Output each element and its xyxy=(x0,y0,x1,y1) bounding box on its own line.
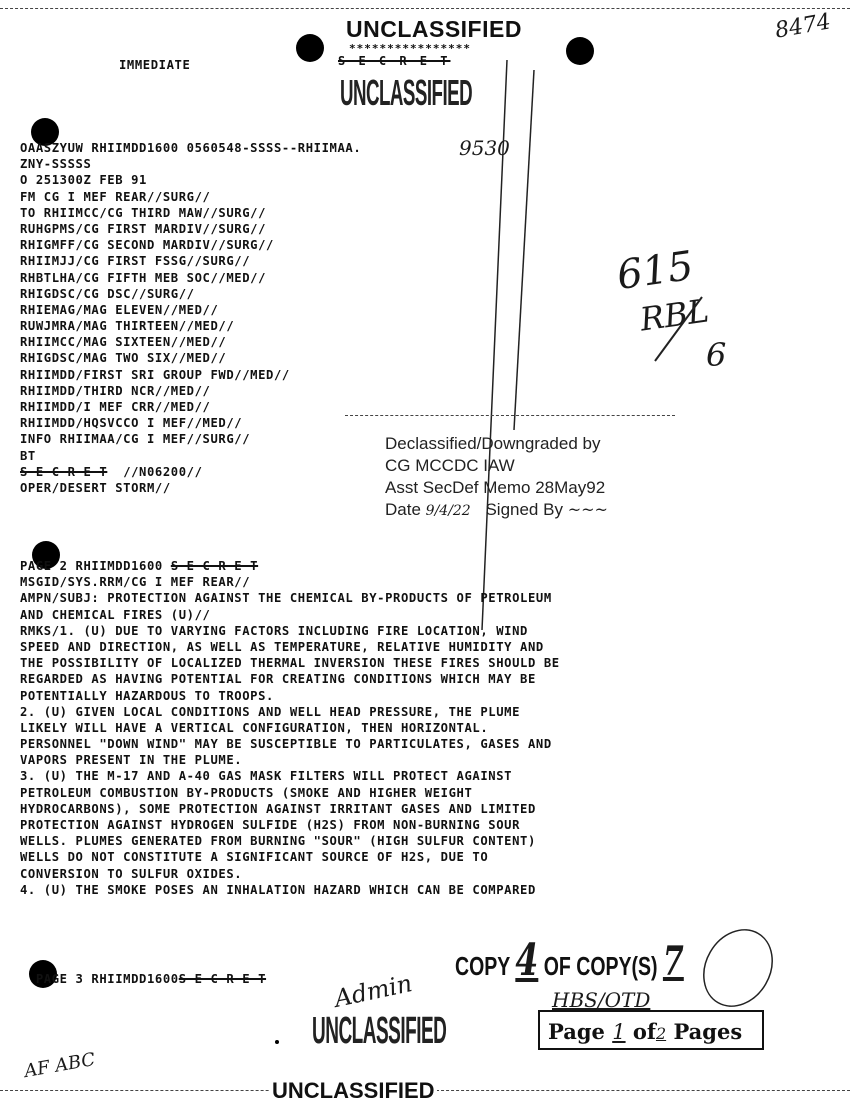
header-line: O 251300Z FEB 91 xyxy=(20,173,147,188)
immediate-label: IMMEDIATE xyxy=(119,58,191,72)
margin-note-rbl: RBL xyxy=(637,291,712,339)
declass-line-3: Asst SecDef Memo 28May92 xyxy=(385,478,606,497)
secret-line-ref: //N06200// xyxy=(123,464,203,479)
declass-line-1: Declassified/Downgraded by xyxy=(385,434,601,453)
body-line: RMKS/1. (U) DUE TO VARYING FACTORS INCLUDING FIRE LOCATION, WIND xyxy=(20,623,528,638)
header-line: RHIEMAG/MAG ELEVEN//MED// xyxy=(20,302,219,317)
secret-struck-top: S E C R E T xyxy=(338,54,451,68)
header-line: RHIIMDD/FIRST SRI GROUP FWD//MED// xyxy=(20,367,290,382)
declass-date: 9/4/22 xyxy=(425,503,471,519)
dot-mark xyxy=(275,1040,279,1044)
corner-number: 8474 xyxy=(773,9,833,44)
body-line: SPEED AND DIRECTION, AS WELL AS TEMPERATURE, RELATIVE HUMIDITY AND xyxy=(20,639,544,654)
unclassified-stamp-bottom: UNCLASSIFIED xyxy=(312,1010,447,1052)
header-line: RHIGDSC/CG DSC//SURG// xyxy=(20,286,195,301)
bottom-initials: AF ABC xyxy=(22,1048,97,1083)
body-line: WELLS DO NOT CONSTITUTE A SIGNIFICANT SOURCE OF H2S, DUE TO xyxy=(20,850,489,865)
page-label: Page xyxy=(548,1019,605,1044)
handwritten-number: 9530 xyxy=(459,136,510,160)
declassification-stamp xyxy=(385,433,608,522)
body-line: HYDROCARBONS), SOME PROTECTION AGAINST IRRITANT GASES AND LIMITED xyxy=(20,801,536,816)
body-line: POTENTIALLY HAZARDOUS TO TROOPS. xyxy=(20,688,274,703)
header-line: RHIGDSC/MAG TWO SIX//MED// xyxy=(20,351,227,366)
page-count-box xyxy=(538,1010,764,1050)
punch-hole xyxy=(566,37,594,65)
classification-top: UNCLASSIFIED xyxy=(346,16,522,42)
header-line: RHIGMFF/CG SECOND MARDIV//SURG// xyxy=(20,238,274,253)
declass-signed: Signed By xyxy=(485,500,563,519)
copy-number: 4 xyxy=(515,935,539,986)
body-line: PETROLEUM COMBUSTION BY-PRODUCTS (SMOKE AND HIGHER WEIGHT xyxy=(20,785,473,800)
header-line: ZNY-SSSSS xyxy=(20,157,92,172)
page-3-header-text: PAGE 3 RHIIMDD1600 xyxy=(35,972,179,986)
header-line: OAASZYUW RHIIMDD1600 0560548-SSSS--RHIIMAA. xyxy=(20,141,362,155)
admin-note: Admin xyxy=(331,969,415,1013)
body-line: 3. (U) THE M-17 AND A-40 GAS MASK FILTERS WILL PROTECT AGAINST xyxy=(20,769,513,784)
header-line: RHIIMDD/THIRD NCR//MED// xyxy=(20,383,211,398)
copy-label: COPY xyxy=(455,951,510,981)
handwritten-code: HBS/OTD xyxy=(552,988,651,1012)
message-header xyxy=(20,140,361,496)
body-line: 4. (U) THE SMOKE POSES AN INHALATION HAZARD WHICH CAN BE COMPARED xyxy=(20,882,536,897)
header-line: RHIIMCC/MAG SIXTEEN//MED// xyxy=(20,335,227,350)
page-2-header xyxy=(20,558,560,574)
page-total: 2 xyxy=(655,1024,667,1043)
declass-line-4 xyxy=(385,499,608,522)
declass-line-2: CG MCCDC IAW xyxy=(385,456,515,475)
copy-stamp xyxy=(455,935,684,986)
margin-note-6: 6 xyxy=(706,336,727,374)
body-line: WELLS. PLUMES GENERATED FROM BURNING "SOUR" (HIGH SULFUR CONTENT) xyxy=(20,834,536,849)
copy-total: 7 xyxy=(662,938,684,985)
body-line: VAPORS PRESENT IN THE PLUME. xyxy=(20,753,243,768)
header-line: FM CG I MEF REAR//SURG// xyxy=(20,189,211,204)
declass-signature: ~~~ xyxy=(567,500,608,519)
margin-note-615: 615 xyxy=(614,242,697,300)
page-3-header xyxy=(20,958,266,986)
page-2-header-text: PAGE 2 RHIIMDD1600 xyxy=(20,559,163,573)
oper-line: OPER/DESERT STORM// xyxy=(20,480,171,495)
body-line: PERSONNEL "DOWN WIND" MAY BE SUSCEPTIBLE TO PARTICULATES, GASES AND xyxy=(20,737,552,752)
declass-date-label: Date xyxy=(385,500,421,519)
header-line: BT xyxy=(20,448,36,463)
body-line: AMPN/SUBJ: PROTECTION AGAINST THE CHEMICAL BY-PRODUCTS OF PETROLEUM xyxy=(20,591,552,606)
copy-scribble xyxy=(696,920,786,1020)
top-border xyxy=(0,8,850,9)
unclassified-stamp-top: UNCLASSIFIED xyxy=(340,72,473,113)
header-line: RUWJMRA/MAG THIRTEEN//MED// xyxy=(20,319,235,334)
page-number: 1 xyxy=(612,1020,626,1044)
header-line: RHBTLHA/CG FIFTH MEB SOC//MED// xyxy=(20,270,267,285)
body-line: AND CHEMICAL FIRES (U)// xyxy=(20,607,211,622)
header-line: RHIIMJJ/CG FIRST FSSG//SURG// xyxy=(20,254,251,269)
body-line: MSGID/SYS.RRM/CG I MEF REAR// xyxy=(20,575,251,590)
page-2-secret-struck: S E C R E T xyxy=(170,559,259,573)
header-line: TO RHIIMCC/CG THIRD MAW//SURG// xyxy=(20,205,267,220)
header-line: RUHGPMS/CG FIRST MARDIV//SURG// xyxy=(20,221,267,236)
body-line: CONVERSION TO SULFUR OXIDES. xyxy=(20,866,243,881)
header-line: INFO RHIIMAA/CG I MEF//SURG// xyxy=(20,432,251,447)
of-label: of xyxy=(632,1019,656,1044)
header-line: RHIIMDD/I MEF CRR//MED// xyxy=(20,400,211,414)
body-line: PROTECTION AGAINST HYDROGEN SULFIDE (H2S) FROM NON-BURNING SOUR xyxy=(20,818,521,832)
body-line: REGARDED AS HAVING POTENTIAL FOR CREATING CONDITIONS WHICH MAY BE xyxy=(20,672,536,687)
secret-line xyxy=(20,464,361,480)
margin-slash xyxy=(650,295,710,365)
body-line: THE POSSIBILITY OF LOCALIZED THERMAL INVERSION THESE FIRES SHOULD BE xyxy=(20,656,560,671)
header-line: RHIIMDD/HQSVCCO I MEF//MED// xyxy=(20,416,243,431)
body-line: LIKELY WILL HAVE A VERTICAL CONFIGURATION, THEN HORIZONTAL. xyxy=(20,720,489,735)
of-copy-label: OF COPY(S) xyxy=(543,951,658,981)
page-3-secret-struck: S E C R E T xyxy=(178,972,267,986)
punch-hole xyxy=(296,34,324,62)
classification-bottom: UNCLASSIFIED xyxy=(272,1078,435,1103)
body-line: 2. (U) GIVEN LOCAL CONDITIONS AND WELL HEAD PRESSURE, THE PLUME xyxy=(20,704,521,719)
pages-label: Pages xyxy=(673,1019,743,1044)
stars-line: **************** xyxy=(349,42,471,55)
page-2-body xyxy=(20,558,560,898)
secret-struck: S E C R E T xyxy=(20,464,108,479)
declass-rule xyxy=(345,415,675,416)
